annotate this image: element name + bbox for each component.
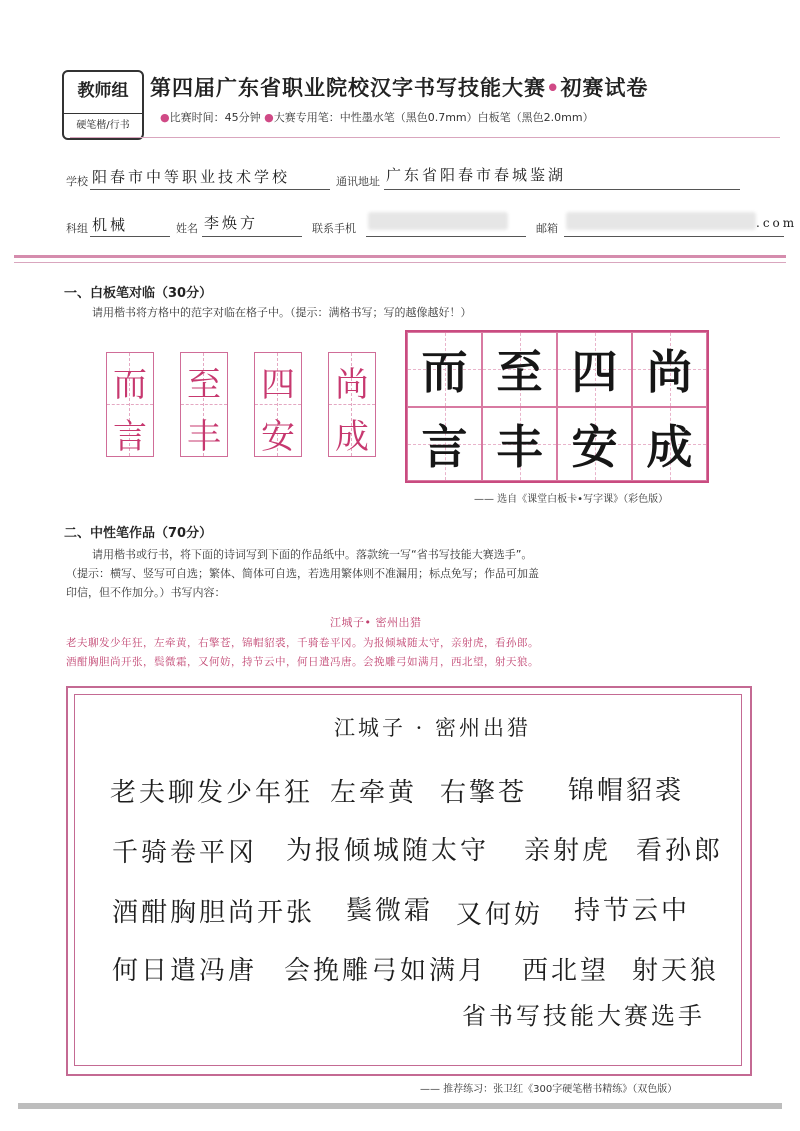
- model-cell: [632, 407, 707, 482]
- school-underline: [90, 189, 330, 190]
- artwork-phrase: 持节云中: [574, 896, 691, 926]
- school-value[interactable]: 阳春市中等职业技术学校: [92, 168, 291, 186]
- artwork-phrase: 千骑卷平冈: [112, 838, 258, 868]
- model-char: 成: [646, 419, 693, 474]
- exam-time: 比赛时间：45分钟: [169, 111, 261, 124]
- artwork-phrase: 为报倾城随太守: [286, 836, 490, 866]
- copy-char: 尚: [335, 365, 369, 405]
- model-cell: [557, 332, 632, 407]
- phone-label: 联系手机: [312, 222, 356, 235]
- name-value[interactable]: 李焕方: [204, 214, 259, 232]
- artwork-phrase: 锦帽貂裘: [568, 776, 685, 806]
- exam-info: [160, 109, 594, 125]
- form-divider: [14, 255, 786, 258]
- section1-heading: 一、白板笔对临（30分）: [64, 286, 213, 301]
- model-cell: [407, 407, 482, 482]
- model-cell: [407, 332, 482, 407]
- copy-box[interactable]: [180, 352, 228, 457]
- copy-char: 四: [261, 365, 295, 405]
- email-label: 邮箱: [536, 222, 558, 235]
- copy-box[interactable]: [106, 352, 154, 457]
- copy-char: 成: [335, 417, 369, 457]
- copy-box[interactable]: [254, 352, 302, 457]
- badge-title: 教师组: [77, 81, 129, 101]
- copy-char: 丰: [187, 417, 221, 457]
- artwork-phrase: 老夫聊发少年狂: [110, 778, 314, 808]
- section2-instruction-2: （提示：横写、竖写可自选；繁体、简体可自选，若选用繁体则不准漏用；标点免写；作品可加盖: [66, 567, 539, 580]
- model-char: 安: [571, 419, 618, 474]
- phone-underline: [366, 236, 526, 237]
- group-label: 科组: [66, 222, 88, 235]
- model-cell: [632, 332, 707, 407]
- section2-instruction-3: 印信，但不作加分。）书写内容：: [66, 586, 226, 599]
- address-value[interactable]: 广东省阳春市春城鉴湖: [386, 166, 567, 184]
- page-bottom-bar: [18, 1103, 782, 1109]
- section1-source: —— 选自《课堂白板卡•写字课》（彩色版）: [474, 494, 669, 505]
- artwork-title: 江城子 · 密州出猎: [334, 716, 532, 740]
- group-badge: [62, 70, 144, 140]
- name-label: 姓名: [176, 222, 198, 235]
- artwork-phrase: 射天狼: [632, 956, 720, 986]
- model-char: 丰: [496, 419, 543, 474]
- artwork-phrase: 会挽雕弓如满月: [284, 956, 488, 986]
- header-divider: [70, 137, 780, 138]
- artwork-phrase: 右擎苍: [440, 778, 528, 808]
- model-char: 言: [421, 419, 468, 474]
- section2-heading: 二、中性笔作品（70分）: [64, 526, 213, 541]
- email-underline: [564, 236, 784, 237]
- form-divider-thin: [14, 262, 786, 263]
- copy-char: 而: [113, 365, 147, 405]
- copy-char: 至: [187, 365, 221, 405]
- artwork-phrase: 又何妨: [456, 900, 544, 930]
- email-tail: .com: [756, 216, 798, 230]
- artwork-phrase: 酒酣胸胆尚开张: [112, 898, 316, 928]
- title-dot: •: [546, 76, 561, 100]
- footer-note: —— 推荐练习：张卫红《300字硬笔楷书精练》（双色版）: [420, 1084, 678, 1095]
- group-value[interactable]: 机械: [92, 216, 129, 234]
- address-underline: [384, 189, 740, 190]
- school-label: 学校: [66, 175, 88, 188]
- model-char: 而: [421, 345, 468, 400]
- exam-title-main: 第四届广东省职业院校汉字书写技能大赛: [150, 76, 546, 100]
- bullet-icon: ●: [160, 111, 170, 124]
- exam-pen: 大赛专用笔：中性墨水笔（黑色0.7mm）白板笔（黑色2.0mm）: [273, 111, 594, 124]
- exam-title: [150, 72, 648, 102]
- artwork-phrase: 何日遣冯唐: [112, 956, 258, 986]
- model-char: 四: [571, 345, 618, 400]
- model-cell: [482, 407, 557, 482]
- email-redacted: [566, 212, 756, 230]
- section2-instruction-1: 请用楷书或行书，将下面的诗词写到下面的作品纸中。落款统一写“省书写技能大赛选手”。: [92, 548, 533, 561]
- model-cell: [482, 332, 557, 407]
- address-label: 通讯地址: [336, 175, 380, 188]
- artwork-phrase: 西北望: [522, 956, 610, 986]
- poem-line-2: 酒酣胸胆尚开张，鬓微霜，又何妨，持节云中，何日遣冯唐。会挽雕弓如满月，西北望，射天狼。: [66, 656, 539, 668]
- artwork-phrase: 左牵黄: [330, 778, 418, 808]
- poem-title: 江城子• 密州出猎: [330, 616, 422, 629]
- bullet-icon: ●: [264, 111, 274, 124]
- artwork-phrase: 鬓微霜: [346, 896, 434, 926]
- exam-title-suffix: 初赛试卷: [560, 76, 649, 100]
- artwork-phrase: 亲射虎: [524, 836, 612, 866]
- artwork-phrase: 看孙郎: [636, 836, 724, 866]
- section1-instruction: 请用楷书将方格中的范字对临在格子中。（提示：满格书写；写的越像越好！）: [92, 306, 472, 319]
- poem-line-1: 老夫聊发少年狂，左牵黄，右擎苍，锦帽貂裘，千骑卷平冈。为报倾城随太守，亲射虎，看孙郎。: [66, 637, 539, 649]
- name-underline: [202, 236, 302, 237]
- copy-char: 言: [113, 417, 147, 457]
- model-char-grid: [405, 330, 709, 483]
- badge-subtitle: 硬笔楷/行书: [64, 113, 142, 138]
- phone-redacted: [368, 212, 508, 230]
- model-char: 至: [496, 345, 543, 400]
- copy-char: 安: [261, 417, 295, 457]
- model-cell: [557, 407, 632, 482]
- artwork-signature: 省书写技能大赛选手: [462, 1002, 705, 1030]
- model-char: 尚: [646, 345, 693, 400]
- group-underline: [90, 236, 170, 237]
- copy-box[interactable]: [328, 352, 376, 457]
